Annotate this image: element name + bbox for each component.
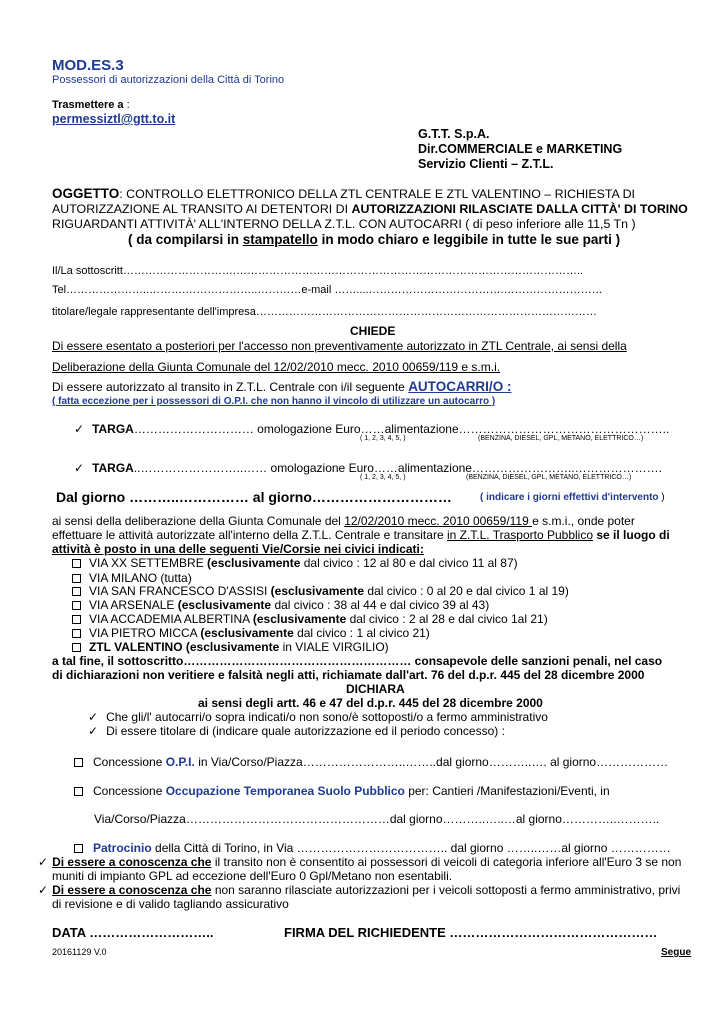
street-range: dal civico : 38 al 44 e dal civico 39 al 43) bbox=[271, 598, 490, 612]
street-option[interactable] bbox=[72, 626, 430, 640]
request-truck-label: AUTOCARRI/O : bbox=[408, 379, 512, 394]
request-transit-text: Di essere autorizzato al transito in Z.T.L. Centrale con i/il seguente bbox=[52, 380, 409, 394]
legal-text-1b: 12/02/2010 mecc. 2010 00659/119 bbox=[344, 514, 533, 528]
checkbox-icon[interactable] bbox=[72, 574, 81, 583]
subject-label: OGGETTO bbox=[52, 186, 120, 201]
continues-label: Segue bbox=[661, 947, 692, 958]
street-option[interactable] bbox=[72, 598, 489, 612]
checkbox-icon[interactable] bbox=[74, 758, 83, 767]
concession-osp-field[interactable]: Via/Corso/Piazza……………………………………………dal giorno………..…..…al giorno…………..……….. bbox=[94, 812, 660, 826]
send-to-label: Trasmettere a bbox=[52, 99, 124, 111]
checkbox-icon[interactable] bbox=[72, 643, 81, 652]
period-hint-text: ( indicare i giorni effettivi d'intervento bbox=[480, 492, 659, 503]
street-option[interactable] bbox=[72, 612, 548, 626]
declaration-line-1: a tal fine, il sottoscritto………………………………………………… consapevole delle sanzioni penali, nel caso bbox=[52, 654, 663, 668]
street-exclusive: (esclusivamente bbox=[270, 584, 365, 598]
subject-line-2 bbox=[52, 202, 688, 216]
fill-note-b: stampatello bbox=[242, 232, 318, 247]
legal-text-2a: effettuare le attività autorizzate all'interno della Z.T.L. Centrale e transitare bbox=[52, 528, 447, 542]
legal-line-1 bbox=[52, 514, 635, 528]
subject-text-2b: AUTORIZZAZIONI RILASCIATE DALLA CITTÀ' DI TORINO bbox=[351, 202, 688, 216]
vehicle-row-1 bbox=[74, 422, 669, 436]
checkbox-icon[interactable] bbox=[74, 787, 83, 796]
fuel-note-2: (BENZINA, DIESEL, GPL, METANO, ELETTRICO…) bbox=[466, 474, 632, 481]
period-hint bbox=[480, 492, 665, 503]
subject-line-1 bbox=[52, 186, 635, 201]
street-name: VIA XX SETTEMBRE bbox=[89, 556, 208, 570]
euro-note-2: ( 1, 2, 3, 4, 5, ) bbox=[360, 474, 406, 481]
plate-label: TARGA bbox=[92, 422, 134, 436]
recipient-company: G.T.T. S.p.A. bbox=[418, 127, 490, 141]
form-code: MOD.ES.3 bbox=[52, 57, 124, 74]
concession-opi-type: O.P.I. bbox=[165, 755, 195, 769]
awareness-1 bbox=[38, 855, 681, 869]
concession-osp-label: Concessione bbox=[93, 784, 166, 798]
street-range: in VIALE VIRGILIO) bbox=[279, 640, 389, 654]
awareness-2 bbox=[38, 883, 680, 897]
phone-email-field[interactable]: Tel…………………..……….………………..…………e-mail ……....……………………………….……………………… bbox=[52, 284, 603, 296]
declares-subheading: ai sensi degli artt. 46 e 47 del d.p.r. 445 del 28 dicembre 2000 bbox=[198, 696, 543, 710]
awareness-2-text: non saranno rilasciate autorizzazioni per i veicoli sottoposti a fermo amministrativo, privi bbox=[211, 883, 681, 897]
concession-osp-type: Occupazione Temporanea Suolo Pubblico bbox=[165, 784, 405, 798]
declaration-item-2 bbox=[88, 724, 505, 738]
street-range: dal civico : 12 al 80 e dal civico 11 al 87) bbox=[300, 556, 518, 570]
subject-text-2a: AUTORIZZAZIONE AL TRANSITO AI DETENTORI DI bbox=[52, 202, 352, 216]
checkbox-icon[interactable] bbox=[72, 559, 81, 568]
checkbox-icon[interactable] bbox=[72, 629, 81, 638]
concession-osp-text: per: Cantieri /Manifestazioni/Eventi, in bbox=[404, 784, 610, 798]
subject-text-1: : CONTROLLO ELETTRONICO DELLA ZTL CENTRALE E ZTL VALENTINO – RICHIESTA DI bbox=[119, 187, 635, 201]
request-transit bbox=[52, 379, 511, 394]
awareness-2-line2: di revisione e di valido tagliando assicurativo bbox=[52, 897, 289, 911]
legal-text-2c: se il luogo di bbox=[593, 528, 670, 542]
street-range: dal civico : 2 al 28 e dal civico 1al 21) bbox=[346, 612, 548, 626]
declaration-line-2: di dichiarazioni non veritiere e falsità negli atti, richiamate dall'art. 76 del d.p.r. 445 del 28 dicembre 2000 bbox=[52, 668, 645, 682]
recipient-department: Dir.COMMERCIALE e MARKETING bbox=[418, 142, 623, 156]
street-name: VIA SAN FRANCESCO D'ASSISI bbox=[89, 584, 271, 598]
check-icon: ✓ bbox=[74, 422, 85, 436]
vehicle-2-field[interactable]: ..……………………..…… omologazione Euro……alimentazione……………………..…………………. bbox=[133, 461, 662, 475]
street-exclusive: (esclusivamente bbox=[200, 626, 294, 640]
street-name: ZTL VALENTINO bbox=[89, 640, 186, 654]
street-option[interactable] bbox=[72, 640, 389, 654]
legal-line-3: attività è posto in una delle seguenti Vie/Corsie nei civici indicati: bbox=[52, 542, 424, 556]
recipient-service: Servizio Clienti – Z.T.L. bbox=[418, 157, 554, 171]
concession-opi-field[interactable]: in Via/Corso/Piazza……………………..……..dal giorno………..…. al giorno……………… bbox=[194, 755, 669, 769]
street-exclusive: (esclusivamente bbox=[177, 598, 272, 612]
checkbox-icon[interactable] bbox=[72, 587, 81, 596]
check-icon: ✓ bbox=[38, 855, 49, 869]
declaration-item-1-text: Che gli/l' autocarri/o sopra indicati/o non sono/è sottoposti/o a fermo amministrativo bbox=[106, 710, 548, 724]
concession-osp[interactable] bbox=[74, 784, 610, 798]
vehicle-row-2 bbox=[74, 461, 662, 475]
street-name: VIA MILANO (tutta) bbox=[89, 571, 192, 585]
awareness-1-text: il transito non è consentito ai possessori di veicoli di categoria inferiore all'Euro 3 se non bbox=[211, 855, 682, 869]
signature-field[interactable]: FIRMA DEL RICHIEDENTE ………………………………………… bbox=[284, 925, 658, 940]
request-exemption-2: Deliberazione della Giunta Comunale del 12/02/2010 mecc. 2010 00659/119 e s.m.i. bbox=[52, 360, 501, 374]
street-range: dal civico : 1 al civico 21) bbox=[293, 626, 430, 640]
legal-text-2b: in Z.T.L. Trasporto Pubblico bbox=[446, 528, 594, 542]
concession-opi-label: Concessione bbox=[93, 755, 166, 769]
street-name: VIA ARSENALE bbox=[89, 598, 178, 612]
declares-heading: DICHIARA bbox=[346, 682, 405, 696]
declaration-item-2-text: Di essere titolare di (indicare quale autorizzazione ed il periodo concesso) : bbox=[106, 724, 505, 738]
request-heading: CHIEDE bbox=[350, 324, 396, 338]
send-to-colon: : bbox=[123, 99, 130, 111]
awareness-1-lead: Di essere a conoscenza che bbox=[52, 855, 212, 869]
declaration-item-1 bbox=[88, 710, 548, 724]
checkbox-icon[interactable] bbox=[72, 615, 81, 624]
check-icon: ✓ bbox=[88, 710, 99, 724]
date-field[interactable]: DATA ……………………….. bbox=[52, 925, 214, 940]
version-label: 20161129 V.0 bbox=[52, 947, 107, 957]
street-option[interactable] bbox=[72, 584, 569, 598]
fill-note-a: ( da compilarsi in bbox=[128, 232, 243, 247]
fill-note-c: in modo chiaro e leggibile in tutte le sue parti ) bbox=[317, 232, 621, 247]
awareness-2-lead: Di essere a conoscenza che bbox=[52, 883, 212, 897]
request-opi-note: ( fatta eccezione per i possessori di O.P.I. che non hanno il vincolo di utilizzare un autocarro ) bbox=[52, 396, 496, 407]
check-icon: ✓ bbox=[74, 461, 85, 475]
street-name: VIA ACCADEMIA ALBERTINA bbox=[89, 612, 253, 626]
euro-note-1: ( 1, 2, 3, 4, 5, ) bbox=[360, 435, 406, 442]
concession-patronage[interactable] bbox=[74, 841, 671, 855]
fuel-note-1: (BENZINA, DIESEL, GPL, METANO, ELETTRICO…) bbox=[478, 435, 644, 442]
awareness-1-line2: muniti di impianto GPL ad eccezione dell'Euro 0 Gpl/Metano non esentabili. bbox=[52, 869, 453, 883]
check-icon: ✓ bbox=[88, 724, 99, 738]
street-option[interactable] bbox=[72, 571, 192, 585]
send-to bbox=[52, 99, 130, 111]
patronage-label: Patrocinio bbox=[93, 841, 152, 855]
street-exclusive: (esclusivamente bbox=[185, 640, 280, 654]
concession-opi[interactable] bbox=[74, 755, 668, 769]
fill-instructions bbox=[128, 232, 620, 247]
request-exemption-1: Di essere esentato a posteriori per l'accesso non preventivamente autorizzato in ZTL Centrale, ai sensi della bbox=[52, 339, 627, 353]
street-exclusive: (esclusivamente bbox=[252, 612, 347, 626]
legal-line-2 bbox=[52, 528, 670, 542]
period-field[interactable]: Dal giorno ………..…………… al giorno………………………… bbox=[56, 489, 452, 505]
checkbox-icon[interactable] bbox=[74, 844, 83, 853]
checkbox-icon[interactable] bbox=[72, 601, 81, 610]
street-name: VIA PIETRO MICCA bbox=[89, 626, 201, 640]
patronage-field[interactable]: della Città di Torino, in Via ……………………………….. dal giorno ……..……al giorno …………… bbox=[151, 841, 671, 855]
street-range: dal civico : 0 al 20 e dal civico 1 al 19) bbox=[364, 584, 569, 598]
street-option[interactable] bbox=[72, 556, 518, 570]
vehicle-1-field[interactable]: ………………………… omologazione Euro……alimentazione…………………………………………….. bbox=[133, 422, 670, 436]
plate-label: TARGA bbox=[92, 461, 134, 475]
email-link[interactable]: permessiztl@gtt.to.it bbox=[52, 112, 176, 126]
legal-text-1a: ai sensi della deliberazione della Giunta Comunale del bbox=[52, 514, 345, 528]
company-field[interactable]: titolare/legale rappresentante dell'impresa………………………………………………………………………………… bbox=[52, 306, 597, 318]
street-exclusive: (esclusivamente bbox=[207, 556, 301, 570]
form-subtitle: Possessori di autorizzazioni della Città di Torino bbox=[52, 74, 285, 86]
check-icon: ✓ bbox=[38, 883, 49, 897]
applicant-name-field[interactable]: Il/La sottoscritt………………………….………………………………………………………………………………….. bbox=[52, 265, 584, 277]
subject-line-3: RIGUARDANTI ATTIVITÀ' ALL'INTERNO DELLA Z.T.L. CON AUTOCARRI ( di peso inferiore alle 11,5 Tn ) bbox=[52, 217, 636, 231]
legal-text-1c: e s.m.i., onde poter bbox=[532, 514, 635, 528]
period-hint-close: ) bbox=[658, 492, 665, 503]
